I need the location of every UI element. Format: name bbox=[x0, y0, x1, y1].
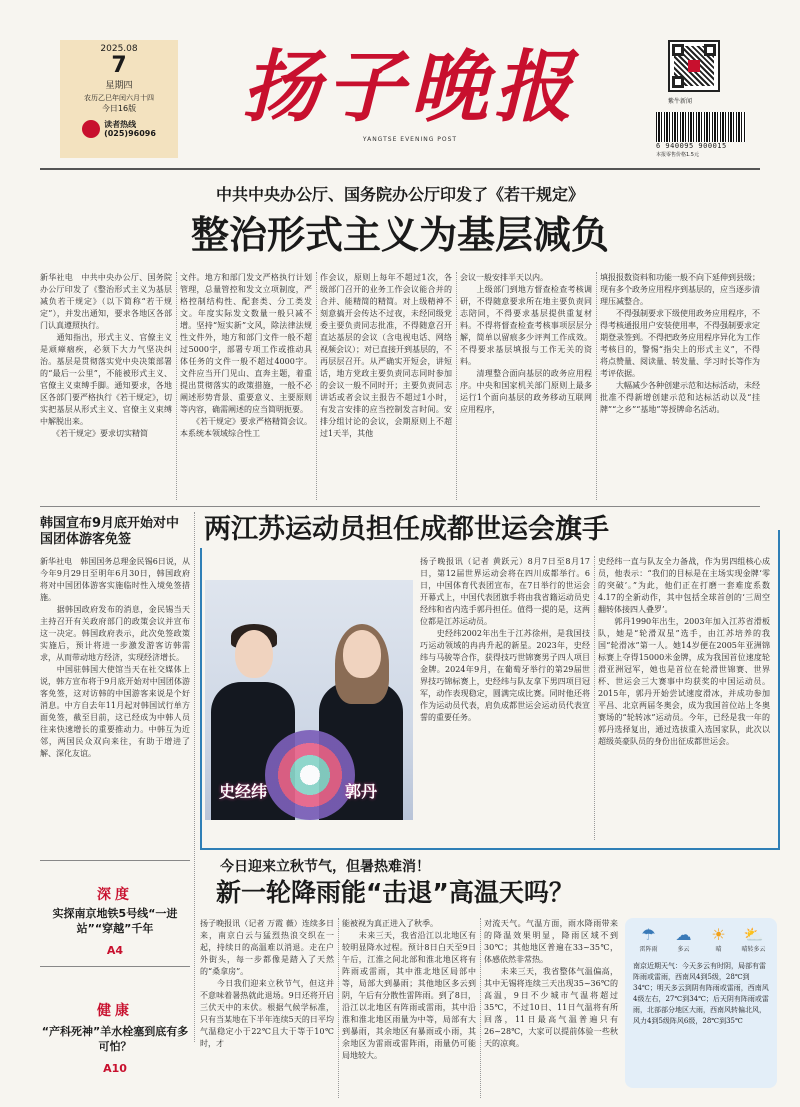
issue-day: 7 bbox=[111, 53, 127, 78]
barcode-caption: 本报零售价格1.5元 bbox=[656, 152, 699, 158]
korea-title: 韩国宣布9月底开始对中国团体游客免签 bbox=[40, 516, 180, 547]
issue-date: 2025.08 bbox=[100, 44, 138, 54]
thunderstorm-icon: ☂ 雷阵雨 bbox=[639, 925, 658, 953]
sidebar-depth-label: 深度 bbox=[97, 887, 133, 903]
sidebar-depth-title[interactable]: 实探南京地铁5号线“一进站”“穿越”千年 bbox=[52, 907, 178, 935]
lead-column-1: 新华社电 中共中央办公厅、国务院办公厅印发了《整治形式主义为基层减负若干规定》（以下简称“若干规定”），并发出通知，要求各地区各部门认真遵照执行。 通知指出，形式主义、官僚主义是顽瘴痼疾，必须下大力气坚决纠治。基层是贯彻落实党中央决策部署的“最后一公里”，不能被形式主义、官僚主义束缚手脚。通知要求，各地区各部门要严格执行《若干规定》，切实把基层从形式主义、官僚主义束缚中解脱出来。 《若干规定》要求切实精简 bbox=[40, 273, 172, 438]
weather-column-1: 扬子晚报讯（记者 万霞 薇）连续多日来，南京白云与猛烈热浪交织在一起，持续日的高温难以消退。走在户外街头，每一步都像是踏入了天然的“桑拿房”。 今日我们迎来立秋节气，但这并不意味着暑热就此退场。9日还将开启三伏天中的末伏。根据气候学标准，只有当某地在下半年连续5天的日平均气温稳定小于22℃且大于等于10℃时，才 bbox=[200, 919, 334, 1048]
barcode-number: 6 940095 900015 bbox=[656, 142, 727, 150]
partly-cloudy-icon: ⛅ 晴转多云 bbox=[741, 925, 766, 953]
weather-kicker: 今日迎来立秋节气，但暑热难消！ bbox=[220, 859, 430, 875]
weather-headline: 新一轮降雨能“击退”高温天吗？ bbox=[216, 878, 574, 907]
column-separator bbox=[338, 918, 339, 1098]
sidebar-health-label: 健康 bbox=[97, 1003, 133, 1019]
sports-column-1: 扬子晚报讯（记者 黄跃元）8月7日至8月17日，第12届世界运动会将在四川成都举行。6日，中国体育代表团宣布，在7日举行的世运会开幕式上，中国代表团旗手将由我省籍运动员史经纬和省内选手郭丹担任。值得一提的是，这两位都是江苏运动员。 史经纬2002年出生于江苏徐州，是我国技巧运动领域的冉冉升起的新星。2023年，史经纬与马骏等合作，获得技巧世锦赛男子四人项目金牌。2024年9月，在葡萄牙举行的第29届世界技巧锦标赛上，史经纬与队友拿下男四项目冠军，动作表现稳定，圆满完成比赛。同时他还将作为运动员代表，肩负成都世运会运动员代表宣誓的重要任务。 bbox=[420, 557, 590, 722]
column-separator bbox=[456, 272, 457, 500]
hotline-number: (025)96096 bbox=[104, 129, 156, 138]
page-count: 今日16版 bbox=[101, 104, 137, 113]
sidebar-depth-page[interactable]: A4 bbox=[106, 944, 124, 957]
lead-column-2: 文件。地方和部门发文严格执行计划管理，总量管控和发文立项制度，严格控制结构性、配套类、分工类发文。年度实际发文数量一般只减不增。坚持“短实新”文风，除法律法规性文件外，地方和部门文件一般不超过5000字，部署专项工作或推动具体任务的文件一般不超过4000字。文件应当开门见山、直奔主题，着重提出贯彻落实的政策措施，一般不必阐述形势背景、重要意义、主要原则等内容，确需阐述的应当简明扼要。 《若干规定》要求严格精简会议。本系统本领域综合性工 bbox=[180, 273, 312, 438]
lead-column-4: 会议一般安排半天以内。 上级部门到地方督查检查考核调研，不得随意要求所在地主要负责同志陪同，不得要求基层提供重复材料。不得将督查检查考核事项层层分解，简单以留痕多少评判工作成效。不得要求基层填报与工作无关的资料。 清理整合面向基层的政务应用程序。中央和国家机关部门原则上最多运行1个面向基层的政务移动互联网应用程序， bbox=[460, 273, 592, 414]
masthead bbox=[195, 40, 625, 150]
newspaper-logo-icon bbox=[82, 120, 100, 138]
hotline bbox=[60, 120, 178, 138]
sunny-icon: ☀ 晴 bbox=[711, 925, 726, 953]
issue-weekday: 星期四 bbox=[105, 81, 133, 91]
side-column-separator bbox=[194, 512, 195, 1042]
sports-headline: 两江苏运动员担任成都世运会旗手 bbox=[200, 512, 760, 548]
lunar-date: 农历乙巳年闰六月十四 bbox=[84, 94, 154, 102]
weather-forecast-box bbox=[625, 918, 777, 1088]
korea-body: 新华社电 韩国国务总理金民锡6日说，从今年9月29日至明年6月30日，韩国政府将对中国团体游客实施临时性入境免签措施。 据韩国政府发布的消息，金民锡当天主持召开有关政府部门的政策会议并宣布这一决定。韩国政府表示，此次免签政策实施后，预计将进一步激发游客访韩需求，从而带动地方经济，实现经济增长。 中国驻韩国大使馆当天在社交媒体上说，韩方宣布将于9月底开始对中国团体游客免签，这对访韩的中国游客来说是个好消息。中方自去年11月起对韩国试行单方面免签，截至目前，这已经成为中韩人员往来快速增长的重要推动力。中韩互为近邻，两国民众双向来往，有助于增进了解、深化友谊。 bbox=[40, 557, 190, 758]
weather-column-3: 对流天气。气温方面，雨水降雨带来的降温效果明显，降雨区域不到30℃；其他地区普遍在33~35℃，体感依然非常热。 未来三天，我省整体气温偏高，其中无锡将连续三天出现35~36℃的高温，9日不少城市气温将超过35℃，不过10日、11日气温将有所回落，11日最高气温普遍只有26~28℃，大家可以提前体验一些秋天的凉爽。 bbox=[484, 919, 618, 1048]
sidebar-divider bbox=[40, 860, 190, 861]
column-separator bbox=[176, 272, 177, 500]
qr-caption: 紫牛新闻 bbox=[668, 98, 693, 105]
lead-column-5: 填报报数资料和功能一般不向下延伸到县级；现有多个政务应用程序到基层的，应当逐步清理压减整合。 不得强制要求下级使用政务应用程序，不得考核通报用户安装使用率，不得强制要求定期登录签到。不得把政务应用程序异化为工作考核目的，警惕“指尖上的形式主义”，不得将点赞量、阅读量、转发量、学习时长等作为考评依据。 大幅减少各种创建示范和达标活动，未经批准不得新增创建示范和达标活动以及“挂牌”“之乡”“基地”等授牌命名活动。 bbox=[600, 273, 760, 414]
flower-emblem-icon bbox=[265, 730, 355, 820]
date-box bbox=[60, 40, 178, 158]
qr-code-icon[interactable] bbox=[668, 40, 720, 92]
sidebar-health-title[interactable]: “产科死神”羊水栓塞到底有多可怕？ bbox=[41, 1025, 189, 1053]
sports-column-2: 史经纬一直与队友全力备战，作为男四组核心成员，他表示：“我们的目标是在主场实现金牌‘零的突破’。”为此，他们正在打磨一套难度系数4.17的全新动作，其中包括全球首创的‘三周空翻转体接四人叠罗’。 郭丹1990年出生，2003年加入江苏省滑板队，她是“轮滑双星”选手，由江苏培养的我国“轮滑冰”第一人。她14岁便在2005年亚洲锦标赛上夺得15000米金牌，成为我国首位速度轮滑亚洲冠军，她也是首位在轮滑世锦赛、世界杯、世运会三大赛事中均获奖的中国运动员。2015年，郭丹开始尝试速度滑冰，并成功参加平昌、北京两届冬奥会，成为我国首位站上冬奥赛场的“轮转冰”运动员。今年，已经是我一年的郭丹选择复出，通过选拔重入选国家队，此次以超级英豪队员的身份出征成都世运会。 bbox=[598, 557, 770, 746]
weather-forecast-text: 南京近期天气：今天多云有时阴，局部有雷阵雨或雷雨，西南风4到5级，28℃到34℃；明天多云到阴有阵雨或雷雨，西南风4级左右，27℃到34℃；后天阴有阵雨或雷雨，北部部分地区大雨，西南风转偏北风，风力4到5级阵风6级，28℃到35℃ bbox=[633, 962, 769, 1025]
header-divider bbox=[40, 168, 760, 170]
column-separator bbox=[596, 272, 597, 500]
column-separator bbox=[480, 918, 481, 1098]
masthead-title: 扬子晚报 bbox=[241, 42, 578, 133]
athletes-photo bbox=[205, 580, 413, 820]
sidebar-health-page[interactable]: A10 bbox=[103, 1062, 127, 1075]
column-separator bbox=[594, 556, 595, 840]
lead-kicker: 中共中央办公厅、国务院办公厅印发了《若干规定》 bbox=[215, 185, 584, 204]
sidebar-divider bbox=[40, 966, 190, 967]
cloudy-icon: ☁ 多云 bbox=[675, 925, 692, 953]
photo-name-left: 史经纬 bbox=[219, 782, 268, 801]
photo-name-right: 郭丹 bbox=[345, 782, 378, 801]
barcode-icon bbox=[656, 112, 746, 142]
lead-divider bbox=[40, 506, 760, 507]
lead-headline: 整治形式主义为基层减负 bbox=[190, 213, 609, 257]
hotline-label: 读者热线 bbox=[104, 120, 137, 129]
column-separator bbox=[316, 272, 317, 500]
masthead-english: YANGTSE EVENING POST bbox=[362, 136, 458, 143]
weather-column-2: 能被视为真正进入了秋季。 未来三天，我省沿江以北地区有较明显降水过程。预计8日白天至9日午后，江淮之间北部和淮北地区将有阵雨或雷雨，其中淮北地区局部中等，局部大到暴雨；其他地区多云到阴，午后有分散性雷阵雨。到了8日，沿江以北地区有阵雨或雷雨，其中沿淮和淮北地区雨量为中等，局部有大到暴雨，其余地区有暴雨或小雨，其余地区为雷雨或雷阵雨，雨量仍可能局地较大。 bbox=[342, 919, 476, 1060]
lead-column-3: 作会议，原则上每年不超过1次，各级部门召开的业务工作会议能合并的合并、能精简的精简。对上级精神不刻意搞开会传达不过夜，未经同级党委主要负责同志批准，不得随意召开直达基层的会议（含电视电话、网络视频会议）；对已直接开到基层的，不再层层召开。从严确实开短会，讲短话，地方党政主要负责同志同时参加的会议一般不同时开；主要负责同志讲话或者会议主报告不超过1小时，有发言安排的应当控制发言时间。安排分组讨论的会议，会期原则上不超过1天半，其他 bbox=[320, 273, 452, 438]
